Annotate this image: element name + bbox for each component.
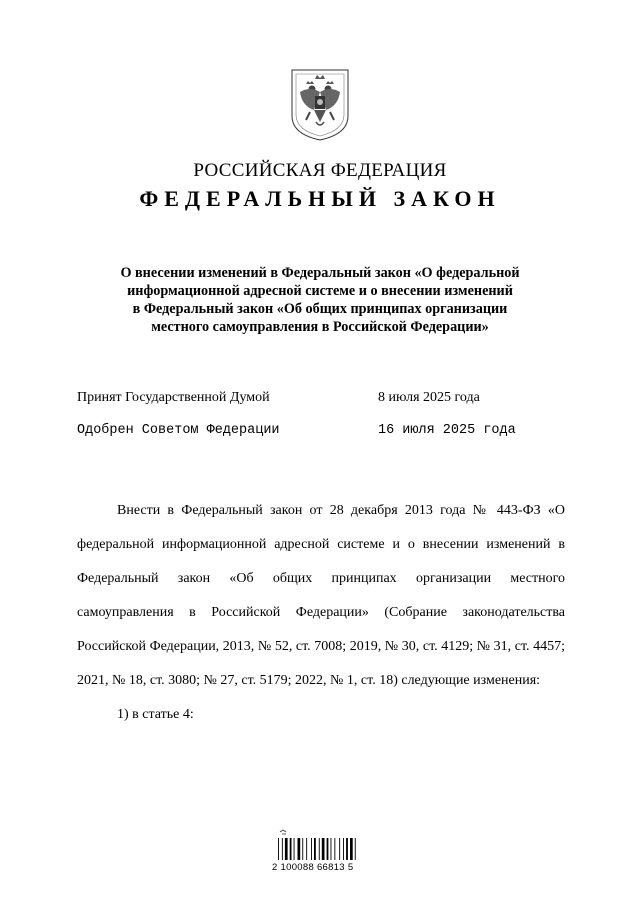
law-title-line: в Федеральный закон «Об общих принципах организации (132, 301, 508, 317)
law-title-line: информационной адресной системе и о внесении изменений (127, 283, 513, 299)
barcode-bar (350, 838, 353, 860)
barcode-bar (322, 838, 325, 860)
council-approval-label: Одобрен Советом Федерации (77, 423, 280, 438)
barcode-bar (306, 838, 307, 860)
barcode-bar (343, 838, 344, 860)
barcode-bar (339, 838, 340, 860)
barcode-bar (290, 838, 292, 860)
barcode-bar (285, 838, 288, 860)
barcode-bar (334, 838, 335, 860)
barcode-bar (319, 838, 320, 860)
document-type: ФЕДЕРАЛЬНЫЙ ЗАКОН (139, 186, 501, 211)
law-title (96, 264, 544, 336)
body-paragraph: Внести в Федеральный закон от 28 декабря 2013 года № 443-ФЗ «О федеральной информационной адресной системе и о внесении изменений в Федеральный закон «Об общих принципах организации местного самоуправления в Российской Федерации» (Собрание законодательства Российской Федерации, 2013, № 52, ст. 7008; 2019, № 30, ст. 4129; № 31, ст. 4457; 2021, № 18, ст. 3080; № 27, ст. 5179; 2022, № 1, ст. 18) следующие изменения: (77, 503, 565, 688)
law-title-line: О внесении изменений в Федеральный закон «О федеральной (120, 265, 520, 281)
barcode-bar (298, 838, 301, 860)
barcode-bar (314, 838, 316, 860)
barcode-bar (327, 838, 329, 860)
law-title-line: местного самоуправления в Российской Федерации» (151, 319, 489, 335)
law-body (77, 494, 565, 732)
barcode-bar (282, 838, 283, 860)
barcode-bar (311, 838, 312, 860)
barcode-bar (331, 838, 332, 860)
barcode-bar (355, 838, 356, 860)
barcode-bar (302, 838, 303, 860)
barcode-bar (278, 838, 279, 860)
body-item: 1) в статье 4: (117, 707, 194, 722)
coat-of-arms-icon (288, 66, 352, 142)
country-name: РОССИЙСКАЯ ФЕДЕРАЦИЯ (193, 160, 447, 181)
barcode-number: 2 100088 66813 5 (272, 862, 354, 873)
council-approval-date: 16 июля 2025 года (378, 423, 516, 438)
duma-adoption-label: Принят Государственной Думой (77, 390, 270, 405)
duma-adoption-date: 8 июля 2025 года (378, 390, 480, 405)
barcode-bar (294, 838, 295, 860)
barcode-bar (346, 838, 348, 860)
